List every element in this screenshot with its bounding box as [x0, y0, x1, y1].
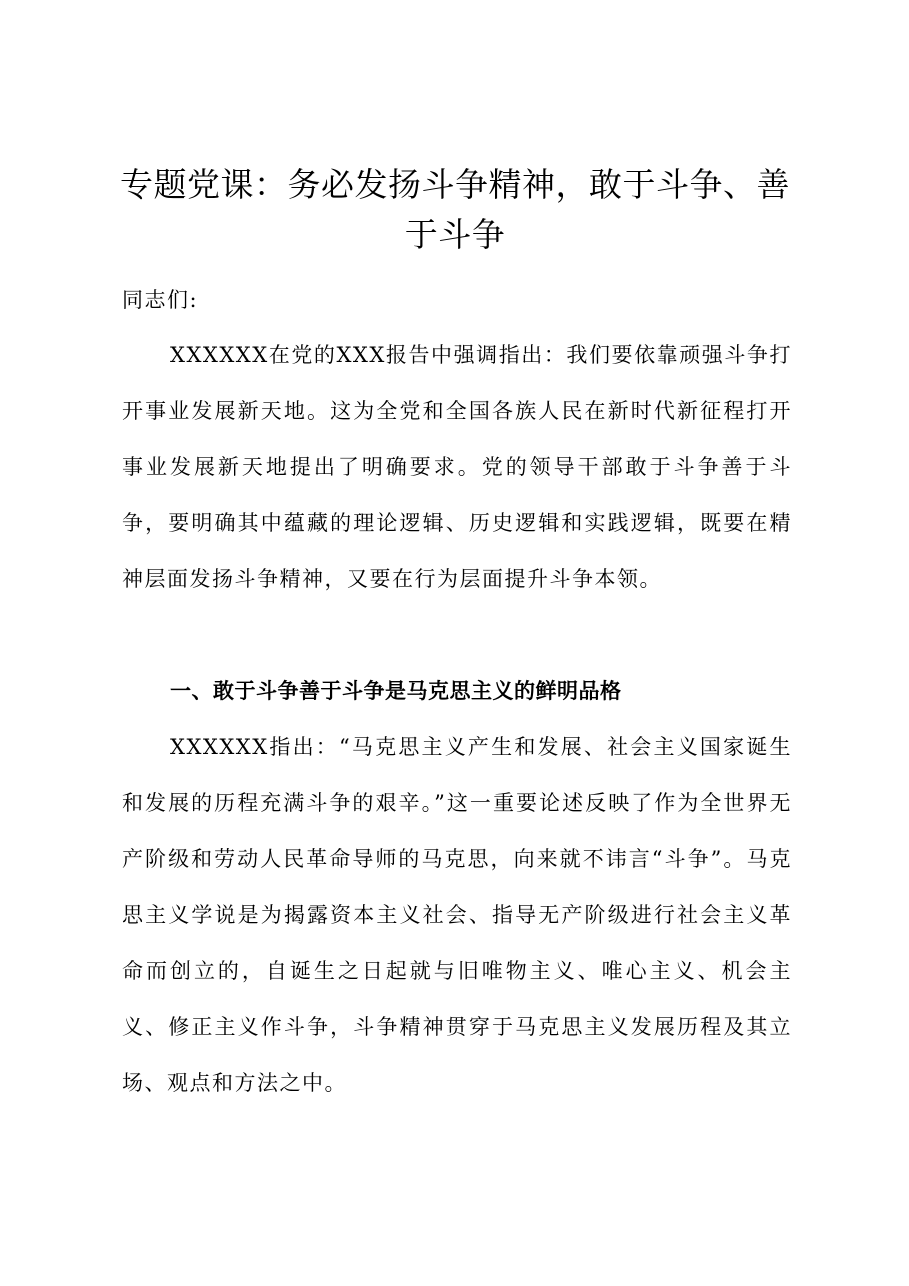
section-1-heading: 一、敢于斗争善于斗争是马克思主义的鲜明品格	[170, 679, 622, 703]
salutation: 同志们:	[122, 288, 199, 312]
paragraph-1: XXXXXX在党的XXX报告中强调指出：我们要依靠顽强斗争打开事业发展新天地。这为全党和全国各族人民在新时代新征程打开事业发展新天地提出了明确要求。党的领导干部敢于斗争善于斗争，要明确其中蕴藏的理论逻辑、历史逻辑和实践逻辑，既要在精神层面发扬斗争精神，又要在行为层面提升斗争本领。	[122, 343, 792, 591]
document-title: 专题党课：务必发扬斗争精神，敢于斗争、善于斗争	[120, 165, 790, 254]
paragraph-2: XXXXXX指出：“马克思主义产生和发展、社会主义国家诞生和发展的历程充满斗争的艰辛。”这一重要论述反映了作为全世界无产阶级和劳动人民革命导师的马克思，向来就不讳言“斗争”。马克思主义学说是为揭露资本主义社会、指导无产阶级进行社会主义革命而创立的，自诞生之日起就与旧唯物主义、唯心主义、机会主义、修正主义作斗争，斗争精神贯穿于马克思主义发展历程及其立场、观点和方法之中。	[122, 735, 792, 1095]
